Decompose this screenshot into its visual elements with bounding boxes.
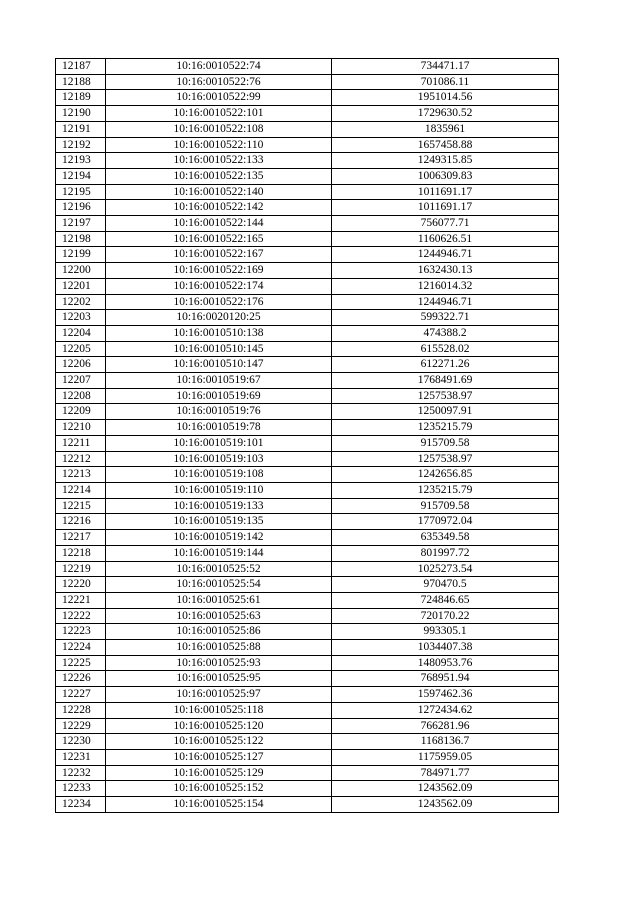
cadastral-value-cell: 612271.26 — [332, 357, 559, 373]
cadastral-value-cell: 1025273.54 — [332, 561, 559, 577]
table-row — [56, 294, 559, 310]
cadastral-value-cell: 1242656.85 — [332, 467, 559, 483]
table-row — [56, 482, 559, 498]
cadastral-value-cell: 784971.77 — [332, 765, 559, 781]
cadastral-value-cell: 970470.5 — [332, 577, 559, 593]
table-body — [56, 59, 559, 813]
row-number-cell: 12202 — [56, 294, 106, 310]
cadastral-value-cell: 1835961 — [332, 121, 559, 137]
row-number-cell: 12230 — [56, 734, 106, 750]
table-row — [56, 749, 559, 765]
table-row — [56, 577, 559, 593]
table-row — [56, 655, 559, 671]
cadastral-value-cell: 720170.22 — [332, 608, 559, 624]
cadastral-number-cell: 10:16:0010522:76 — [106, 74, 332, 90]
table-row — [56, 765, 559, 781]
row-number-cell: 12218 — [56, 545, 106, 561]
cadastral-value-cell: 1175959.05 — [332, 749, 559, 765]
cadastral-number-cell: 10:16:0010510:147 — [106, 357, 332, 373]
row-number-cell: 12207 — [56, 373, 106, 389]
cadastral-value-cell: 1160626.51 — [332, 231, 559, 247]
cadastral-number-cell: 10:16:0010525:97 — [106, 687, 332, 703]
cadastral-number-cell: 10:16:0010525:54 — [106, 577, 332, 593]
table-row — [56, 137, 559, 153]
table-row — [56, 498, 559, 514]
cadastral-value-cell: 1657458.88 — [332, 137, 559, 153]
table-row — [56, 797, 559, 813]
row-number-cell: 12197 — [56, 216, 106, 232]
table-row — [56, 388, 559, 404]
cadastral-value-cell: 1770972.04 — [332, 514, 559, 530]
row-number-cell: 12208 — [56, 388, 106, 404]
cadastral-value-cell: 1632430.13 — [332, 263, 559, 279]
cadastral-number-cell: 10:16:0010519:76 — [106, 404, 332, 420]
row-number-cell: 12226 — [56, 671, 106, 687]
row-number-cell: 12216 — [56, 514, 106, 530]
table-row — [56, 545, 559, 561]
table-row — [56, 404, 559, 420]
cadastral-number-cell: 10:16:0010525:127 — [106, 749, 332, 765]
cadastral-number-cell: 10:16:0010525:86 — [106, 624, 332, 640]
cadastral-number-cell: 10:16:0010522:142 — [106, 200, 332, 216]
table-row — [56, 247, 559, 263]
table-row — [56, 310, 559, 326]
cadastral-value-cell: 1597462.36 — [332, 687, 559, 703]
row-number-cell: 12232 — [56, 765, 106, 781]
row-number-cell: 12211 — [56, 435, 106, 451]
row-number-cell: 12213 — [56, 467, 106, 483]
row-number-cell: 12187 — [56, 59, 106, 75]
row-number-cell: 12206 — [56, 357, 106, 373]
cadastral-number-cell: 10:16:0010519:144 — [106, 545, 332, 561]
row-number-cell: 12189 — [56, 90, 106, 106]
cadastral-value-cell: 724846.65 — [332, 592, 559, 608]
table-row — [56, 514, 559, 530]
cadastral-value-cell: 1235215.79 — [332, 482, 559, 498]
row-number-cell: 12203 — [56, 310, 106, 326]
cadastral-value-cell: 1250097.91 — [332, 404, 559, 420]
cadastral-value-cell: 1216014.32 — [332, 278, 559, 294]
table-row — [56, 263, 559, 279]
cadastral-number-cell: 10:16:0010525:88 — [106, 640, 332, 656]
table-row — [56, 702, 559, 718]
table-row — [56, 231, 559, 247]
cadastral-number-cell: 10:16:0010522:110 — [106, 137, 332, 153]
table-row — [56, 121, 559, 137]
row-number-cell: 12233 — [56, 781, 106, 797]
table-row — [56, 640, 559, 656]
row-number-cell: 12223 — [56, 624, 106, 640]
cadastral-number-cell: 10:16:0010510:145 — [106, 341, 332, 357]
cadastral-value-cell: 1257538.97 — [332, 451, 559, 467]
row-number-cell: 12198 — [56, 231, 106, 247]
row-number-cell: 12234 — [56, 797, 106, 813]
cadastral-number-cell: 10:16:0010522:133 — [106, 153, 332, 169]
row-number-cell: 12205 — [56, 341, 106, 357]
cadastral-value-cell: 599322.71 — [332, 310, 559, 326]
cadastral-value-cell: 766281.96 — [332, 718, 559, 734]
cadastral-number-cell: 10:16:0010522:135 — [106, 168, 332, 184]
row-number-cell: 12222 — [56, 608, 106, 624]
row-number-cell: 12219 — [56, 561, 106, 577]
row-number-cell: 12201 — [56, 278, 106, 294]
table-row — [56, 435, 559, 451]
cadastral-value-cell: 801997.72 — [332, 545, 559, 561]
cadastral-value-cell: 1951014.56 — [332, 90, 559, 106]
cadastral-number-cell: 10:16:0010525:154 — [106, 797, 332, 813]
row-number-cell: 12210 — [56, 420, 106, 436]
table-row — [56, 106, 559, 122]
cadastral-value-cell: 1768491.69 — [332, 373, 559, 389]
table-row — [56, 200, 559, 216]
row-number-cell: 12200 — [56, 263, 106, 279]
table-row — [56, 90, 559, 106]
cadastral-number-cell: 10:16:0020120:25 — [106, 310, 332, 326]
cadastral-number-cell: 10:16:0010522:144 — [106, 216, 332, 232]
cadastral-number-cell: 10:16:0010525:95 — [106, 671, 332, 687]
cadastral-value-cell: 915709.58 — [332, 435, 559, 451]
cadastral-value-cell: 1243562.09 — [332, 781, 559, 797]
row-number-cell: 12228 — [56, 702, 106, 718]
cadastral-value-cell: 1729630.52 — [332, 106, 559, 122]
row-number-cell: 12221 — [56, 592, 106, 608]
table-row — [56, 184, 559, 200]
row-number-cell: 12225 — [56, 655, 106, 671]
cadastral-number-cell: 10:16:0010525:122 — [106, 734, 332, 750]
cadastral-number-cell: 10:16:0010519:142 — [106, 530, 332, 546]
table-row — [56, 734, 559, 750]
cadastral-value-cell: 1480953.76 — [332, 655, 559, 671]
cadastral-number-cell: 10:16:0010519:101 — [106, 435, 332, 451]
cadastral-number-cell: 10:16:0010519:67 — [106, 373, 332, 389]
cadastral-value-cell: 1244946.71 — [332, 247, 559, 263]
table-row — [56, 687, 559, 703]
cadastral-value-cell: 1235215.79 — [332, 420, 559, 436]
cadastral-value-cell: 1243562.09 — [332, 797, 559, 813]
table-row — [56, 357, 559, 373]
table-row — [56, 467, 559, 483]
row-number-cell: 12195 — [56, 184, 106, 200]
cadastral-number-cell: 10:16:0010522:165 — [106, 231, 332, 247]
row-number-cell: 12224 — [56, 640, 106, 656]
cadastral-number-cell: 10:16:0010525:129 — [106, 765, 332, 781]
row-number-cell: 12192 — [56, 137, 106, 153]
cadastral-value-cell: 1272434.62 — [332, 702, 559, 718]
cadastral-value-cell: 1006309.83 — [332, 168, 559, 184]
row-number-cell: 12199 — [56, 247, 106, 263]
row-number-cell: 12231 — [56, 749, 106, 765]
table-row — [56, 341, 559, 357]
cadastral-number-cell: 10:16:0010522:167 — [106, 247, 332, 263]
cadastral-number-cell: 10:16:0010519:108 — [106, 467, 332, 483]
cadastral-value-cell: 756077.71 — [332, 216, 559, 232]
table-row — [56, 718, 559, 734]
table-row — [56, 624, 559, 640]
row-number-cell: 12188 — [56, 74, 106, 90]
table-row — [56, 592, 559, 608]
cadastral-value-cell: 1034407.38 — [332, 640, 559, 656]
cadastral-number-cell: 10:16:0010525:52 — [106, 561, 332, 577]
cadastral-number-cell: 10:16:0010519:103 — [106, 451, 332, 467]
cadastral-value-cell: 701086.11 — [332, 74, 559, 90]
cadastral-value-cell: 635349.58 — [332, 530, 559, 546]
cadastral-value-cell: 915709.58 — [332, 498, 559, 514]
cadastral-number-cell: 10:16:0010519:110 — [106, 482, 332, 498]
cadastral-number-cell: 10:16:0010522:169 — [106, 263, 332, 279]
cadastral-number-cell: 10:16:0010525:120 — [106, 718, 332, 734]
cadastral-value-cell: 768951.94 — [332, 671, 559, 687]
row-number-cell: 12217 — [56, 530, 106, 546]
cadastral-value-cell: 1257538.97 — [332, 388, 559, 404]
table-row — [56, 74, 559, 90]
table-row — [56, 608, 559, 624]
table-row — [56, 325, 559, 341]
cadastral-value-table — [55, 58, 559, 813]
cadastral-value-cell: 1244946.71 — [332, 294, 559, 310]
cadastral-value-cell: 1168136.7 — [332, 734, 559, 750]
table-row — [56, 671, 559, 687]
cadastral-value-cell: 734471.17 — [332, 59, 559, 75]
table-row — [56, 153, 559, 169]
row-number-cell: 12215 — [56, 498, 106, 514]
row-number-cell: 12220 — [56, 577, 106, 593]
row-number-cell: 12190 — [56, 106, 106, 122]
row-number-cell: 12194 — [56, 168, 106, 184]
row-number-cell: 12204 — [56, 325, 106, 341]
row-number-cell: 12212 — [56, 451, 106, 467]
cadastral-number-cell: 10:16:0010519:69 — [106, 388, 332, 404]
table-row — [56, 168, 559, 184]
table-row — [56, 59, 559, 75]
cadastral-number-cell: 10:16:0010522:174 — [106, 278, 332, 294]
cadastral-value-cell: 1011691.17 — [332, 184, 559, 200]
cadastral-number-cell: 10:16:0010522:140 — [106, 184, 332, 200]
table-row — [56, 420, 559, 436]
row-number-cell: 12193 — [56, 153, 106, 169]
cadastral-number-cell: 10:16:0010510:138 — [106, 325, 332, 341]
table-row — [56, 373, 559, 389]
cadastral-value-cell: 615528.02 — [332, 341, 559, 357]
table-row — [56, 451, 559, 467]
row-number-cell: 12209 — [56, 404, 106, 420]
cadastral-number-cell: 10:16:0010519:135 — [106, 514, 332, 530]
cadastral-value-cell: 474388.2 — [332, 325, 559, 341]
cadastral-number-cell: 10:16:0010522:108 — [106, 121, 332, 137]
table-row — [56, 278, 559, 294]
cadastral-number-cell: 10:16:0010525:152 — [106, 781, 332, 797]
row-number-cell: 12229 — [56, 718, 106, 734]
table-row — [56, 530, 559, 546]
cadastral-value-cell: 993305.1 — [332, 624, 559, 640]
cadastral-number-cell: 10:16:0010525:61 — [106, 592, 332, 608]
cadastral-number-cell: 10:16:0010519:133 — [106, 498, 332, 514]
cadastral-value-cell: 1011691.17 — [332, 200, 559, 216]
row-number-cell: 12196 — [56, 200, 106, 216]
cadastral-number-cell: 10:16:0010522:176 — [106, 294, 332, 310]
cadastral-value-cell: 1249315.85 — [332, 153, 559, 169]
table-row — [56, 216, 559, 232]
cadastral-number-cell: 10:16:0010525:63 — [106, 608, 332, 624]
table-row — [56, 561, 559, 577]
row-number-cell: 12227 — [56, 687, 106, 703]
cadastral-number-cell: 10:16:0010519:78 — [106, 420, 332, 436]
cadastral-number-cell: 10:16:0010522:74 — [106, 59, 332, 75]
cadastral-number-cell: 10:16:0010525:93 — [106, 655, 332, 671]
row-number-cell: 12214 — [56, 482, 106, 498]
cadastral-number-cell: 10:16:0010522:99 — [106, 90, 332, 106]
cadastral-number-cell: 10:16:0010522:101 — [106, 106, 332, 122]
table-row — [56, 781, 559, 797]
row-number-cell: 12191 — [56, 121, 106, 137]
cadastral-number-cell: 10:16:0010525:118 — [106, 702, 332, 718]
